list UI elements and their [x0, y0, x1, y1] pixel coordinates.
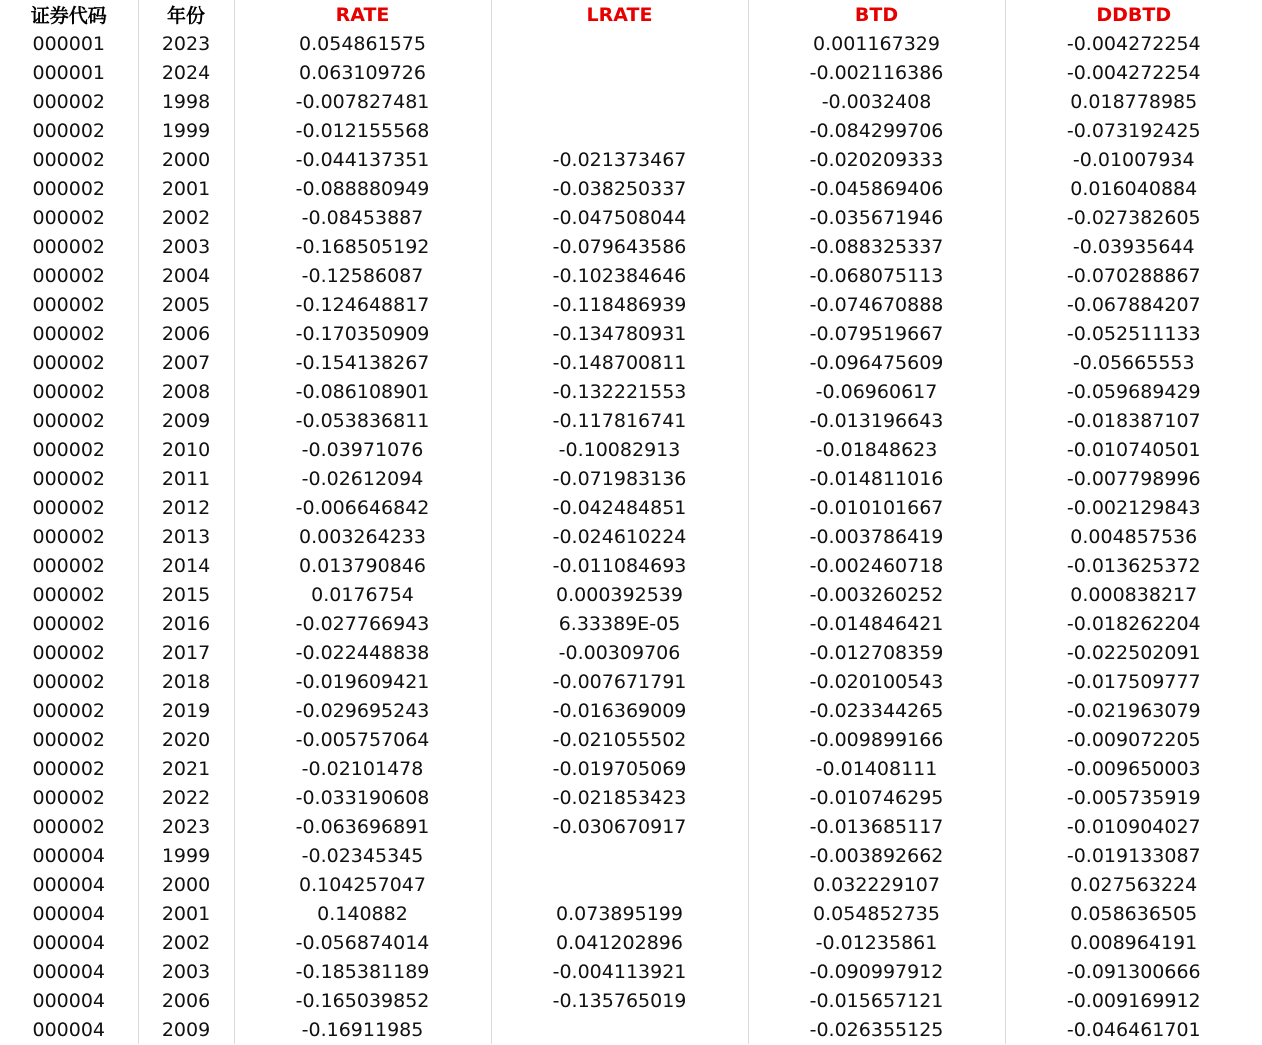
cell-year[interactable]: 2002 — [138, 203, 234, 232]
cell-lrate[interactable]: 0.000392539 — [491, 580, 748, 609]
cell-btd[interactable]: -0.01408111 — [748, 754, 1005, 783]
table-row — [0, 957, 1262, 986]
cell-year[interactable]: 2023 — [138, 29, 234, 58]
cell-ddbtd[interactable]: -0.007798996 — [1066, 467, 1201, 490]
cell-rate[interactable]: 0.104257047 — [234, 870, 491, 899]
cell-code[interactable]: 000002 — [0, 87, 138, 116]
cell-year[interactable]: 2005 — [138, 290, 234, 319]
cell-rate[interactable]: -0.063696891 — [234, 812, 491, 841]
cell-year[interactable]: 2009 — [138, 406, 234, 435]
cell-code[interactable]: 000002 — [0, 203, 138, 232]
cell-rate[interactable]: -0.005757064 — [234, 725, 491, 754]
cell-btd[interactable]: -0.01848623 — [748, 435, 1005, 464]
cell-lrate[interactable]: -0.007671791 — [491, 667, 748, 696]
cell-btd[interactable]: -0.084299706 — [748, 116, 1005, 145]
cell-btd[interactable]: -0.079519667 — [748, 319, 1005, 348]
table-row — [0, 58, 1262, 87]
cell-rate[interactable]: -0.02612094 — [234, 464, 491, 493]
cell-ddbtd[interactable]: -0.021963079 — [1066, 699, 1201, 722]
table-row — [0, 725, 1262, 754]
table-row — [0, 87, 1262, 116]
cell-rate[interactable]: -0.044137351 — [234, 145, 491, 174]
cell-year[interactable]: 2009 — [138, 1015, 234, 1044]
table-row — [0, 812, 1262, 841]
cell-code[interactable]: 000002 — [0, 435, 138, 464]
table-row — [0, 609, 1262, 638]
table-row — [0, 870, 1262, 899]
cell-btd[interactable]: -0.015657121 — [748, 986, 1005, 1015]
cell-lrate[interactable]: 0.073895199 — [491, 899, 748, 928]
cell-lrate[interactable]: -0.00309706 — [491, 638, 748, 667]
cell-btd[interactable]: -0.096475609 — [748, 348, 1005, 377]
cell-rate[interactable]: -0.007827481 — [234, 87, 491, 116]
cell-btd[interactable]: -0.014811016 — [748, 464, 1005, 493]
cell-rate[interactable]: -0.16911985 — [234, 1015, 491, 1044]
cell-lrate[interactable]: -0.135765019 — [491, 986, 748, 1015]
cell-lrate[interactable] — [491, 29, 748, 58]
cell-btd[interactable]: -0.003260252 — [748, 580, 1005, 609]
cell-ddbtd[interactable]: -0.073192425 — [1066, 119, 1201, 142]
cell-year[interactable]: 1999 — [138, 841, 234, 870]
cell-btd[interactable]: -0.026355125 — [748, 1015, 1005, 1044]
cell-btd[interactable]: -0.023344265 — [748, 696, 1005, 725]
cell-year[interactable]: 2011 — [138, 464, 234, 493]
table-row — [0, 841, 1262, 870]
cell-rate[interactable]: -0.185381189 — [234, 957, 491, 986]
cell-btd[interactable]: -0.013196643 — [748, 406, 1005, 435]
cell-code[interactable]: 000004 — [0, 986, 138, 1015]
cell-lrate[interactable]: -0.148700811 — [491, 348, 748, 377]
cell-ddbtd[interactable]: -0.03935644 — [1072, 235, 1195, 258]
cell-lrate[interactable]: -0.117816741 — [491, 406, 748, 435]
cell-ddbtd[interactable]: -0.052511133 — [1066, 322, 1201, 345]
table-row — [0, 754, 1262, 783]
cell-btd[interactable]: 0.001167329 — [748, 29, 1005, 58]
cell-code[interactable]: 000004 — [0, 1015, 138, 1044]
cell-rate[interactable]: -0.053836811 — [234, 406, 491, 435]
cell-btd[interactable]: -0.0032408 — [748, 87, 1005, 116]
cell-rate[interactable]: -0.03971076 — [234, 435, 491, 464]
cell-year[interactable]: 2017 — [138, 638, 234, 667]
header-cell-ddbtd[interactable]: DDBTD — [1096, 3, 1172, 26]
table-row — [0, 667, 1262, 696]
cell-btd[interactable]: -0.002460718 — [748, 551, 1005, 580]
cell-code[interactable]: 000001 — [0, 29, 138, 58]
cell-year[interactable]: 2003 — [138, 232, 234, 261]
cell-year[interactable]: 2014 — [138, 551, 234, 580]
cell-year[interactable]: 2018 — [138, 667, 234, 696]
cell-lrate[interactable]: -0.016369009 — [491, 696, 748, 725]
cell-btd[interactable]: -0.090997912 — [748, 957, 1005, 986]
cell-year[interactable]: 2013 — [138, 522, 234, 551]
cell-ddbtd[interactable]: -0.067884207 — [1066, 293, 1201, 316]
table-row — [0, 377, 1262, 406]
cell-lrate[interactable] — [491, 87, 748, 116]
table-row — [0, 783, 1262, 812]
cell-ddbtd[interactable]: -0.010740501 — [1066, 438, 1201, 461]
cell-code[interactable]: 000002 — [0, 725, 138, 754]
cell-rate[interactable]: -0.154138267 — [234, 348, 491, 377]
cell-btd[interactable]: -0.020209333 — [748, 145, 1005, 174]
cell-code[interactable]: 000002 — [0, 638, 138, 667]
cell-code[interactable]: 000002 — [0, 377, 138, 406]
cell-ddbtd[interactable]: -0.091300666 — [1066, 960, 1201, 983]
cell-lrate[interactable]: -0.134780931 — [491, 319, 748, 348]
header-cell-year[interactable]: 年份 — [138, 0, 234, 29]
cell-code[interactable]: 000002 — [0, 406, 138, 435]
cell-code[interactable]: 000002 — [0, 551, 138, 580]
cell-btd[interactable]: -0.014846421 — [748, 609, 1005, 638]
cell-year[interactable]: 2007 — [138, 348, 234, 377]
table-row — [0, 145, 1262, 174]
cell-ddbtd[interactable]: -0.018387107 — [1066, 409, 1201, 432]
cell-rate[interactable]: -0.02101478 — [234, 754, 491, 783]
cell-code[interactable]: 000004 — [0, 841, 138, 870]
table-row — [0, 899, 1262, 928]
cell-code[interactable]: 000002 — [0, 464, 138, 493]
cell-year[interactable]: 2003 — [138, 957, 234, 986]
cell-ddbtd[interactable]: 0.018778985 — [1070, 90, 1198, 113]
cell-ddbtd[interactable]: -0.009072205 — [1066, 728, 1201, 751]
cell-lrate[interactable]: -0.024610224 — [491, 522, 748, 551]
cell-lrate[interactable]: -0.030670917 — [491, 812, 748, 841]
cell-code[interactable]: 000002 — [0, 580, 138, 609]
cell-ddbtd[interactable]: -0.018262204 — [1066, 612, 1201, 635]
table-body — [0, 29, 1262, 1044]
cell-rate[interactable]: 0.0176754 — [234, 580, 491, 609]
cell-rate[interactable]: -0.019609421 — [234, 667, 491, 696]
cell-lrate[interactable]: -0.102384646 — [491, 261, 748, 290]
cell-lrate[interactable] — [491, 1015, 748, 1044]
cell-code[interactable]: 000002 — [0, 493, 138, 522]
cell-btd[interactable]: -0.074670888 — [748, 290, 1005, 319]
table-row — [0, 232, 1262, 261]
cell-lrate[interactable]: -0.011084693 — [491, 551, 748, 580]
cell-btd[interactable]: -0.003892662 — [748, 841, 1005, 870]
cell-year[interactable]: 2000 — [138, 145, 234, 174]
cell-btd[interactable]: -0.002116386 — [748, 58, 1005, 87]
cell-year[interactable]: 2006 — [138, 319, 234, 348]
cell-year[interactable]: 1999 — [138, 116, 234, 145]
cell-year[interactable]: 2024 — [138, 58, 234, 87]
table-row — [0, 493, 1262, 522]
cell-code[interactable]: 000004 — [0, 928, 138, 957]
cell-code[interactable]: 000002 — [0, 348, 138, 377]
table-row — [0, 319, 1262, 348]
cell-ddbtd[interactable]: -0.01007934 — [1072, 148, 1195, 171]
cell-lrate[interactable]: 6.33389E-05 — [491, 609, 748, 638]
cell-year[interactable]: 2016 — [138, 609, 234, 638]
table-row — [0, 406, 1262, 435]
cell-btd[interactable]: -0.020100543 — [748, 667, 1005, 696]
cell-code[interactable]: 000002 — [0, 522, 138, 551]
table-row — [0, 551, 1262, 580]
table-row — [0, 638, 1262, 667]
cell-btd[interactable]: -0.010746295 — [748, 783, 1005, 812]
cell-rate[interactable]: -0.088880949 — [234, 174, 491, 203]
cell-rate[interactable]: -0.056874014 — [234, 928, 491, 957]
cell-code[interactable]: 000004 — [0, 957, 138, 986]
cell-btd[interactable]: -0.013685117 — [748, 812, 1005, 841]
cell-year[interactable]: 2022 — [138, 783, 234, 812]
cell-year[interactable]: 2019 — [138, 696, 234, 725]
cell-code[interactable]: 000004 — [0, 870, 138, 899]
cell-year[interactable]: 2012 — [138, 493, 234, 522]
cell-rate[interactable]: 0.054861575 — [234, 29, 491, 58]
cell-code[interactable]: 000002 — [0, 812, 138, 841]
cell-ddbtd[interactable]: -0.002129843 — [1066, 496, 1201, 519]
cell-btd[interactable]: -0.003786419 — [748, 522, 1005, 551]
cell-year[interactable]: 2008 — [138, 377, 234, 406]
cell-lrate[interactable]: -0.038250337 — [491, 174, 748, 203]
cell-year[interactable]: 2021 — [138, 754, 234, 783]
cell-rate[interactable]: -0.124648817 — [234, 290, 491, 319]
cell-rate[interactable]: -0.168505192 — [234, 232, 491, 261]
cell-lrate[interactable]: -0.042484851 — [491, 493, 748, 522]
cell-year[interactable]: 2002 — [138, 928, 234, 957]
cell-lrate[interactable]: -0.079643586 — [491, 232, 748, 261]
cell-rate[interactable]: -0.165039852 — [234, 986, 491, 1015]
cell-ddbtd[interactable]: 0.016040884 — [1070, 177, 1198, 200]
cell-rate[interactable]: -0.08453887 — [234, 203, 491, 232]
cell-code[interactable]: 000002 — [0, 783, 138, 812]
cell-year[interactable]: 2015 — [138, 580, 234, 609]
cell-btd[interactable]: -0.035671946 — [748, 203, 1005, 232]
header-row — [0, 0, 1262, 29]
table-row — [0, 435, 1262, 464]
cell-ddbtd[interactable]: -0.009169912 — [1066, 989, 1201, 1012]
header-cell-btd[interactable]: BTD — [748, 0, 1005, 29]
cell-ddbtd[interactable]: 0.004857536 — [1070, 525, 1198, 548]
cell-ddbtd[interactable]: -0.070288867 — [1066, 264, 1201, 287]
cell-rate[interactable]: 0.003264233 — [234, 522, 491, 551]
cell-rate[interactable]: -0.012155568 — [234, 116, 491, 145]
cell-year[interactable]: 2001 — [138, 174, 234, 203]
header-cell-code[interactable]: 证券代码 — [0, 0, 138, 29]
cell-lrate[interactable]: -0.021853423 — [491, 783, 748, 812]
cell-year[interactable]: 1998 — [138, 87, 234, 116]
table-row — [0, 464, 1262, 493]
cell-lrate[interactable] — [491, 841, 748, 870]
cell-code[interactable]: 000001 — [0, 58, 138, 87]
cell-ddbtd[interactable]: 0.000838217 — [1070, 583, 1198, 606]
cell-btd[interactable]: -0.088325337 — [748, 232, 1005, 261]
cell-btd[interactable]: -0.01235861 — [748, 928, 1005, 957]
cell-year[interactable]: 2004 — [138, 261, 234, 290]
cell-year[interactable]: 2023 — [138, 812, 234, 841]
cell-btd[interactable]: -0.010101667 — [748, 493, 1005, 522]
cell-btd[interactable]: 0.054852735 — [748, 899, 1005, 928]
cell-code[interactable]: 000002 — [0, 319, 138, 348]
cell-rate[interactable]: -0.086108901 — [234, 377, 491, 406]
table-row — [0, 348, 1262, 377]
cell-lrate[interactable] — [491, 870, 748, 899]
cell-btd[interactable]: -0.009899166 — [748, 725, 1005, 754]
cell-ddbtd[interactable]: 0.008964191 — [1070, 931, 1198, 954]
table-row — [0, 203, 1262, 232]
table-row — [0, 928, 1262, 957]
cell-ddbtd[interactable]: -0.05665553 — [1072, 351, 1195, 374]
cell-ddbtd[interactable]: -0.022502091 — [1066, 641, 1201, 664]
cell-code[interactable]: 000002 — [0, 145, 138, 174]
header-cell-rate[interactable]: RATE — [234, 0, 491, 29]
cell-lrate[interactable]: -0.071983136 — [491, 464, 748, 493]
cell-lrate[interactable]: -0.021055502 — [491, 725, 748, 754]
cell-ddbtd[interactable]: -0.013625372 — [1066, 554, 1201, 577]
cell-rate[interactable]: -0.033190608 — [234, 783, 491, 812]
cell-ddbtd[interactable]: -0.017509777 — [1066, 670, 1201, 693]
table-row — [0, 116, 1262, 145]
cell-rate[interactable]: 0.063109726 — [234, 58, 491, 87]
cell-btd[interactable]: -0.045869406 — [748, 174, 1005, 203]
table-row — [0, 29, 1262, 58]
cell-rate[interactable]: -0.006646842 — [234, 493, 491, 522]
table-row — [0, 1015, 1262, 1044]
cell-code[interactable]: 000002 — [0, 754, 138, 783]
cell-ddbtd[interactable]: 0.058636505 — [1070, 902, 1198, 925]
table-row — [0, 522, 1262, 551]
cell-lrate[interactable]: -0.004113921 — [491, 957, 748, 986]
cell-ddbtd[interactable]: -0.009650003 — [1066, 757, 1201, 780]
cell-btd[interactable]: 0.032229107 — [748, 870, 1005, 899]
cell-btd[interactable]: -0.06960617 — [748, 377, 1005, 406]
cell-code[interactable]: 000002 — [0, 290, 138, 319]
table-row — [0, 986, 1262, 1015]
cell-lrate[interactable] — [491, 116, 748, 145]
cell-lrate[interactable]: -0.047508044 — [491, 203, 748, 232]
table-row — [0, 696, 1262, 725]
cell-ddbtd[interactable]: -0.005735919 — [1066, 786, 1201, 809]
cell-rate[interactable]: -0.170350909 — [234, 319, 491, 348]
cell-code[interactable]: 000004 — [0, 899, 138, 928]
cell-year[interactable]: 2001 — [138, 899, 234, 928]
cell-rate[interactable]: -0.022448838 — [234, 638, 491, 667]
table-row — [0, 261, 1262, 290]
cell-lrate[interactable]: -0.021373467 — [491, 145, 748, 174]
cell-ddbtd[interactable]: -0.019133087 — [1066, 844, 1201, 867]
cell-ddbtd[interactable]: -0.027382605 — [1066, 206, 1201, 229]
cell-rate[interactable]: -0.12586087 — [234, 261, 491, 290]
cell-code[interactable]: 000002 — [0, 116, 138, 145]
cell-btd[interactable]: -0.068075113 — [748, 261, 1005, 290]
cell-lrate[interactable]: -0.10082913 — [491, 435, 748, 464]
cell-ddbtd[interactable]: -0.004272254 — [1066, 61, 1201, 84]
cell-ddbtd[interactable]: -0.010904027 — [1066, 815, 1201, 838]
cell-ddbtd[interactable]: -0.046461701 — [1066, 1018, 1201, 1041]
cell-lrate[interactable]: -0.118486939 — [491, 290, 748, 319]
cell-code[interactable]: 000002 — [0, 667, 138, 696]
cell-ddbtd[interactable]: -0.059689429 — [1066, 380, 1201, 403]
cell-code[interactable]: 000002 — [0, 696, 138, 725]
cell-code[interactable]: 000002 — [0, 261, 138, 290]
header-cell-lrate[interactable]: LRATE — [491, 0, 748, 29]
table-row — [0, 580, 1262, 609]
cell-rate[interactable]: -0.02345345 — [234, 841, 491, 870]
cell-lrate[interactable]: 0.041202896 — [491, 928, 748, 957]
cell-ddbtd[interactable]: -0.004272254 — [1066, 32, 1201, 55]
cell-year[interactable]: 2020 — [138, 725, 234, 754]
cell-lrate[interactable]: -0.019705069 — [491, 754, 748, 783]
cell-lrate[interactable]: -0.132221553 — [491, 377, 748, 406]
cell-rate[interactable]: 0.013790846 — [234, 551, 491, 580]
cell-year[interactable]: 2006 — [138, 986, 234, 1015]
cell-lrate[interactable] — [491, 58, 748, 87]
cell-code[interactable]: 000002 — [0, 609, 138, 638]
cell-rate[interactable]: 0.140882 — [234, 899, 491, 928]
cell-year[interactable]: 2010 — [138, 435, 234, 464]
cell-year[interactable]: 2000 — [138, 870, 234, 899]
cell-code[interactable]: 000002 — [0, 232, 138, 261]
cell-rate[interactable]: -0.027766943 — [234, 609, 491, 638]
cell-ddbtd[interactable]: 0.027563224 — [1070, 873, 1198, 896]
table-row — [0, 174, 1262, 203]
table-row — [0, 290, 1262, 319]
cell-code[interactable]: 000002 — [0, 174, 138, 203]
cell-btd[interactable]: -0.012708359 — [748, 638, 1005, 667]
cell-rate[interactable]: -0.029695243 — [234, 696, 491, 725]
